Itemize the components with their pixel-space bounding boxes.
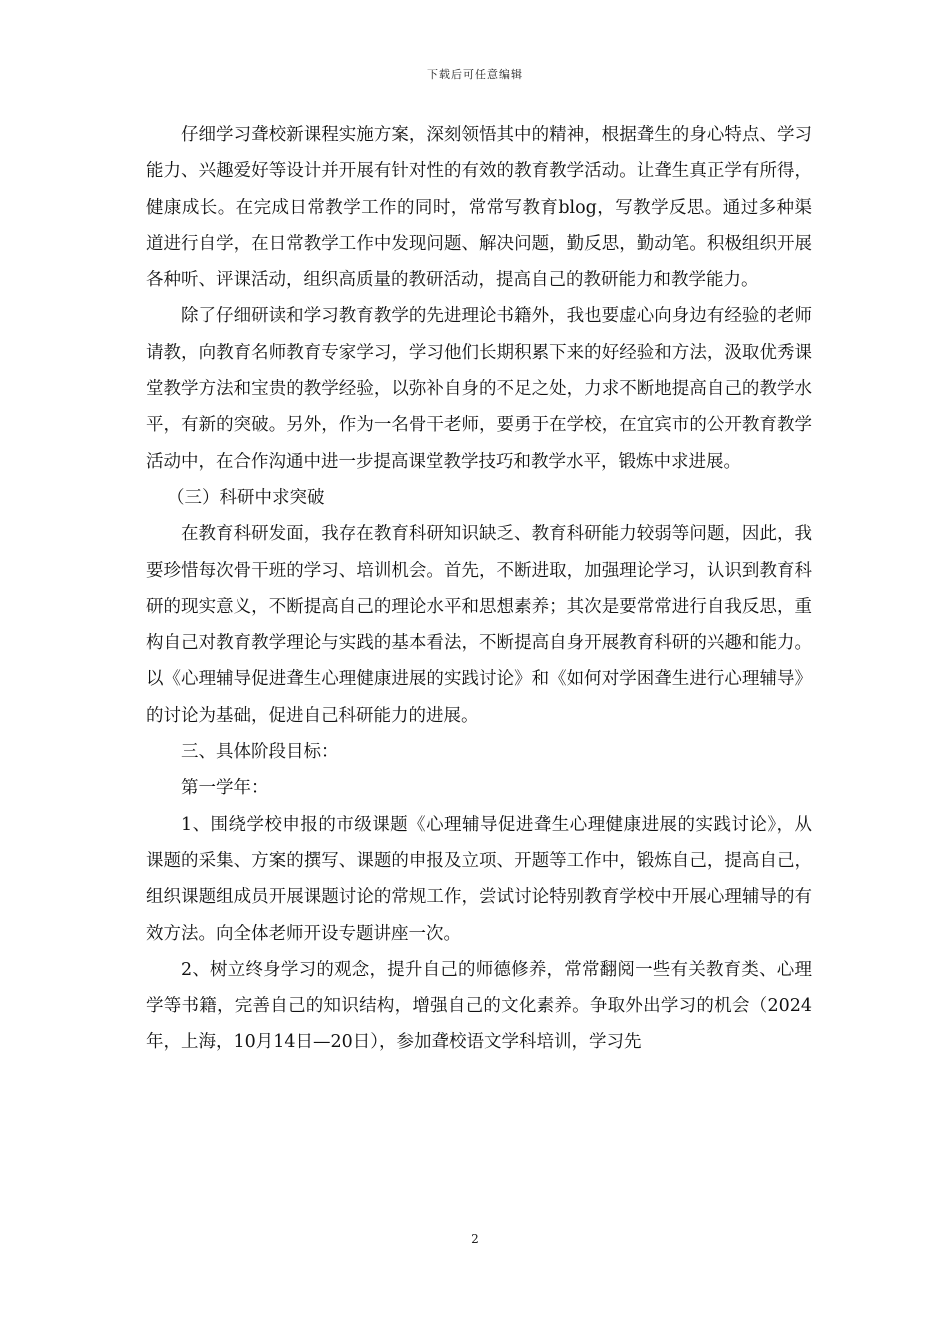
page-header: 下载后可任意编辑	[427, 68, 523, 81]
section-heading-stage-goals: 三、具体阶段目标：	[181, 742, 339, 763]
document-body	[146, 117, 812, 1061]
list-item-1: 1、围绕学校申报的市级课题《心理辅导促进聋生心理健康进展的实践讨论》，从课题的采集、方案的撰写、课题的申报及立项、开题等工作中，锻炼自己，提高自己，组织课题组成员开展课题讨论的常规工作，尝试讨论特别教育学校中开展心理辅导的有效方法。向全体老师开设专题讲座一次。	[146, 814, 812, 944]
paragraph-learn-from-experts: 除了仔细研读和学习教育教学的先进理论书籍外，我也要虚心向身边有经验的老师请教，向教育名师教育专家学习，学习他们长期积累下来的好经验和方法，汲取优秀课堂教学方法和宝贵的教学经验，以弥补自身的不足之处，力求不断地提高自己的教学水平，有新的突破。另外，作为一名骨干老师，要勇于在学校，在宜宾市的公开教育教学活动中，在合作沟通中进一步提高课堂教学技巧和教学水平，锻炼中求进展。	[146, 306, 812, 472]
list-item-2: 2、树立终身学习的观念，提升自己的师德修养，常常翻阅一些有关教育类、心理学等书籍，完善自己的知识结构，增强自己的文化素养。争取外出学习的机会（2024年，上海，10月14日—20日），参加聋校语文学科培训，学习先	[146, 959, 812, 1053]
paragraph-research: 在教育科研发面，我存在教育科研知识缺乏、教育科研能力较弱等问题，因此，我要珍惜每次骨干班的学习、培训机会。首先，不断进取，加强理论学习，认识到教育科研的现实意义，不断提高自己的理论水平和思想素养；其次是要常常进行自我反思，重构自己对教育教学理论与实践的基本看法，不断提高自身开展教育科研的兴趣和能力。以《心理辅导促进聋生心理健康进展的实践讨论》和《如何对学困聋生进行心理辅导》的讨论为基础，促进自己科研能力的进展。	[146, 524, 812, 726]
subheading-first-year: 第一学年：	[181, 778, 269, 799]
page-number: 2	[471, 1232, 479, 1246]
paragraph-study-curriculum: 仔细学习聋校新课程实施方案，深刻领悟其中的精神，根据聋生的身心特点、学习能力、兴趣爱好等设计并开展有针对性的有效的教育教学活动。让聋生真正学有所得，健康成长。在完成日常教学工作的同时，常常写教育blog，写教学反思。通过多种渠道进行自学，在日常教学工作中发现问题、解决问题，勤反思，勤动笔。积极组织开展各种听、评课活动，组织高质量的教研活动，提高自己的教研能力和教学能力。	[146, 125, 812, 291]
section-heading-research: （三）科研中求突破	[167, 487, 325, 508]
